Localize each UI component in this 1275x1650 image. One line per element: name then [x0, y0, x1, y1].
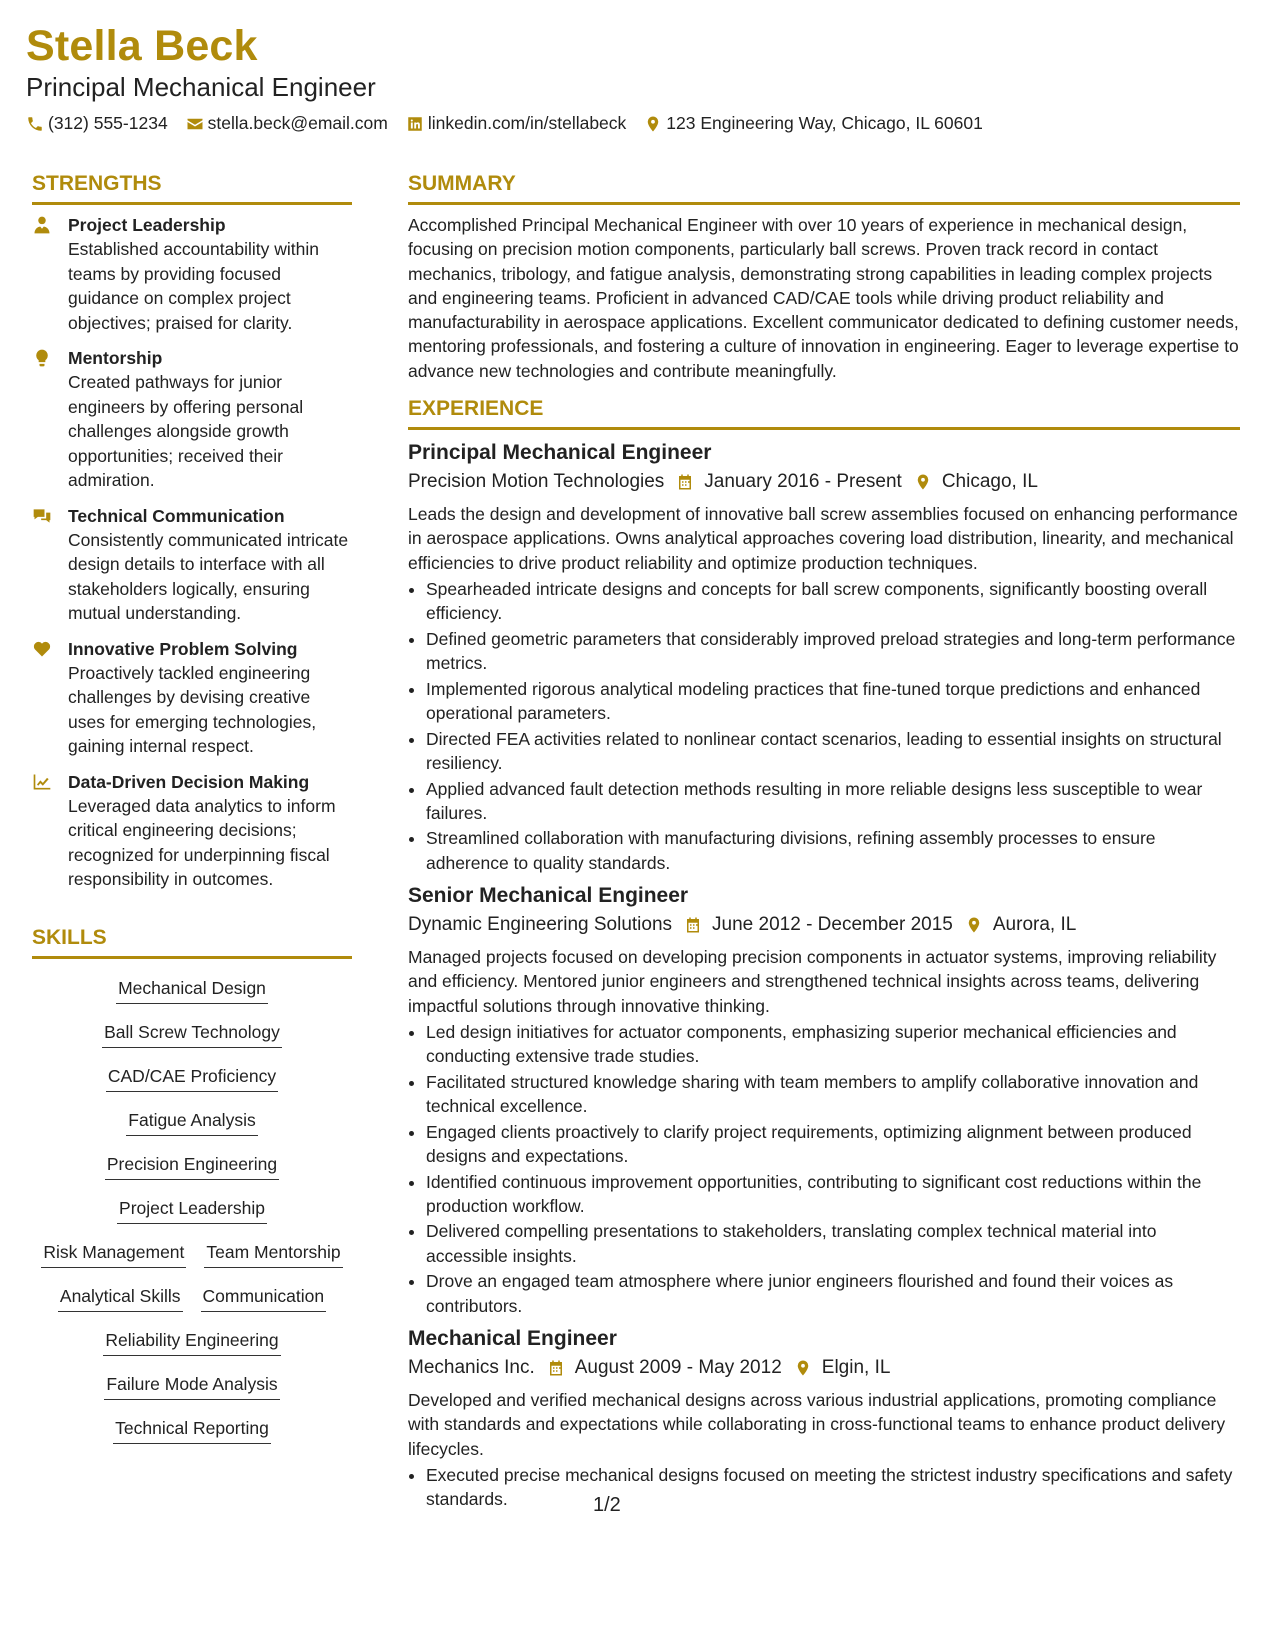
job-title: Senior Mechanical Engineer	[408, 884, 689, 908]
job-title: Mechanical Engineer	[408, 1326, 617, 1350]
job-description: Leads the design and development of innovative ball screw assemblies focused on enhancing performance in aerospace applications. Owns analytical approaches covering load distribution, linearity, and mechanical efficiencies to drive product reliability and optimize production techniques.	[408, 504, 1238, 573]
strength-title: Technical Communication	[68, 505, 285, 526]
bullet-item: • Streamlined collaboration with manufacturing divisions, refining assembly processes to ensure adherence to quality standards.	[426, 826, 1240, 875]
bullet-item: • Executed precise mechanical designs focused on meeting the strictest industry specifications and safety standards.	[426, 1463, 1240, 1512]
bullet-item: • Spearheaded intricate designs and concepts for ball screw components, significantly boosting overall efficiency.	[426, 577, 1240, 626]
bullet-item: • Drove an engaged team atmosphere where junior engineers flourished and found their voices as contributors.	[426, 1269, 1240, 1318]
job-bullets	[408, 1020, 1240, 1318]
bullet-item: • Led design initiatives for actuator components, emphasizing superior mechanical efficiencies and conducting extensive trade studies.	[426, 1020, 1240, 1069]
map-marker-icon	[644, 115, 662, 133]
bullet-item: • Defined geometric parameters that considerably improved preload strategies and long-term performance metrics.	[426, 627, 1240, 676]
calendar-icon	[547, 1359, 565, 1377]
bullet-item: • Implemented rigorous analytical modeling practices that fine-tuned torque predictions and enhanced operational parameters.	[426, 677, 1240, 726]
skill-tag: Communication	[201, 1285, 327, 1312]
right-column	[408, 172, 1240, 1513]
skill-tag: Reliability Engineering	[103, 1329, 280, 1356]
page-number: 1/2	[593, 1494, 621, 1516]
bullet-item: • Identified continuous improvement opportunities, contributing to significant cost reductions within the production workflow.	[426, 1170, 1240, 1219]
envelope-icon	[186, 115, 204, 133]
job-company: Precision Motion Technologies	[408, 471, 665, 493]
strength-desc: Proactively tackled engineering challenges by devising creative uses for emerging technologies, gaining internal respect.	[68, 662, 317, 756]
bullet-item: • Engaged clients proactively to clarify project requirements, optimizing alignment between produced designs and expectations.	[426, 1120, 1240, 1169]
job-company: Dynamic Engineering Solutions	[408, 914, 673, 936]
strength-title: Mentorship	[68, 348, 163, 368]
skill-tag: CAD/CAE Proficiency	[106, 1065, 278, 1092]
job-meta	[408, 911, 1240, 939]
lightbulb-icon	[32, 348, 52, 368]
strength-item	[32, 770, 352, 892]
job-title: Principal Mechanical Engineer	[408, 441, 712, 465]
left-column	[32, 172, 352, 1451]
contact-phone[interactable]	[26, 113, 168, 134]
strength-title: Innovative Problem Solving	[68, 638, 298, 659]
skills-heading: SKILLS	[32, 926, 352, 959]
comments-icon	[32, 506, 52, 526]
contact-address	[644, 113, 983, 134]
job-entry	[408, 438, 1240, 875]
bullet-item: • Directed FEA activities related to nonlinear contact scenarios, leading to essential insights on structural resiliency.	[426, 727, 1240, 776]
skill-tag: Analytical Skills	[58, 1285, 183, 1312]
skill-tag: Risk Management	[41, 1241, 186, 1268]
user-tie-icon	[32, 215, 52, 235]
job-bullets	[408, 577, 1240, 875]
strength-item	[32, 504, 352, 626]
contact-linkedin[interactable]	[406, 113, 626, 134]
summary-heading: SUMMARY	[408, 172, 1240, 205]
job-entry	[408, 881, 1240, 1318]
job-dates: August 2009 - May 2012	[574, 1356, 782, 1378]
summary-text: Accomplished Principal Mechanical Engineer with over 10 years of experience in mechanical design, focusing on precision motion components, particularly ball screws. Proven track record in contact mechanics, tribology, and fatigue analysis, demonstrating strong capabilities in leading complex projects and engineering teams. Proficient in advanced CAD/CAE tools while driving product reliability and manufacturability in aerospace applications. Excellent communicator dedicated to defining customer needs, mentoring professionals, and fostering a culture of innovation in engineering. Eager to leverage expertise to advance new technologies and contribute meaningfully.	[408, 215, 1239, 381]
strength-desc: Leveraged data analytics to inform critical engineering decisions; recognized for underpinning fiscal responsibility in outcomes.	[68, 795, 336, 889]
experience-heading: EXPERIENCE	[408, 397, 1240, 430]
strength-item	[32, 637, 352, 759]
address-text: 123 Engineering Way, Chicago, IL 60601	[666, 113, 983, 133]
strength-desc: Created pathways for junior engineers by offering personal challenges alongside growth opportunities; received their admiration.	[68, 372, 304, 490]
bullet-item: • Delivered compelling presentations to stakeholders, translating complex technical material into accessible insights.	[426, 1219, 1240, 1268]
strengths-heading: STRENGTHS	[32, 172, 352, 205]
contact-email[interactable]	[186, 113, 388, 134]
skill-list	[32, 967, 352, 1451]
skill-tag: Failure Mode Analysis	[104, 1373, 279, 1400]
skill-tag: Technical Reporting	[113, 1417, 271, 1444]
contact-bar	[26, 113, 1001, 134]
calendar-icon	[676, 473, 694, 491]
linkedin-icon	[406, 115, 424, 133]
job-title-heading: Principal Mechanical Engineer	[26, 72, 376, 102]
job-company: Mechanics Inc.	[408, 1356, 535, 1378]
phone-text: (312) 555-1234	[48, 113, 168, 133]
linkedin-text: linkedin.com/in/stellabeck	[427, 113, 627, 133]
job-entry	[408, 1324, 1240, 1511]
strength-desc: Consistently communicated intricate design details to interface with all stakeholders logically, ensuring mutual understanding.	[68, 529, 349, 623]
skill-tag: Mechanical Design	[116, 977, 268, 1004]
strength-title: Data-Driven Decision Making	[68, 771, 310, 792]
heart-icon	[32, 639, 52, 659]
strength-desc: Established accountability within teams by providing focused guidance on complex project objectives; praised for clarity.	[68, 239, 319, 333]
email-text: stella.beck@email.com	[207, 113, 388, 133]
job-location: Aurora, IL	[992, 914, 1077, 936]
map-marker-icon	[794, 1359, 812, 1377]
skills-section	[32, 926, 352, 1451]
job-location: Chicago, IL	[941, 471, 1038, 493]
candidate-name: Stella Beck	[26, 22, 258, 70]
skill-tag: Team Mentorship	[204, 1241, 342, 1268]
job-location: Elgin, IL	[821, 1356, 891, 1378]
calendar-icon	[684, 916, 702, 934]
job-meta	[408, 468, 1240, 496]
job-meta	[408, 1354, 1240, 1382]
job-bullets	[408, 1463, 1240, 1512]
map-marker-icon	[965, 916, 983, 934]
bullet-item: • Applied advanced fault detection methods resulting in more reliable designs less susceptible to wear failures.	[426, 777, 1240, 826]
job-dates: January 2016 - Present	[704, 471, 902, 493]
job-dates: June 2012 - December 2015	[712, 914, 953, 936]
strength-item	[32, 346, 352, 493]
job-description: Developed and verified mechanical designs across various industrial applications, promoting compliance with standards and expectations while collaborating in cross-functional teams to enhance product delivery lifecycles.	[408, 1389, 1226, 1459]
strength-title: Project Leadership	[68, 215, 226, 235]
job-description: Managed projects focused on developing precision components in actuator systems, improving reliability and efficiency. Mentored junior engineers and strengthened technical insights across teams, delivering impactful solutions through innovative thinking.	[408, 947, 1217, 1016]
skill-tag: Ball Screw Technology	[102, 1021, 282, 1048]
skill-tag: Project Leadership	[117, 1197, 267, 1224]
skill-tag: Fatigue Analysis	[126, 1109, 257, 1136]
skill-tag: Precision Engineering	[105, 1153, 279, 1180]
bullet-item: • Facilitated structured knowledge sharing with team members to amplify collaborative innovation and technical excellence.	[426, 1070, 1240, 1119]
phone-icon	[26, 115, 44, 133]
chart-line-icon	[32, 772, 52, 792]
strength-item	[32, 213, 352, 335]
map-marker-icon	[914, 473, 932, 491]
